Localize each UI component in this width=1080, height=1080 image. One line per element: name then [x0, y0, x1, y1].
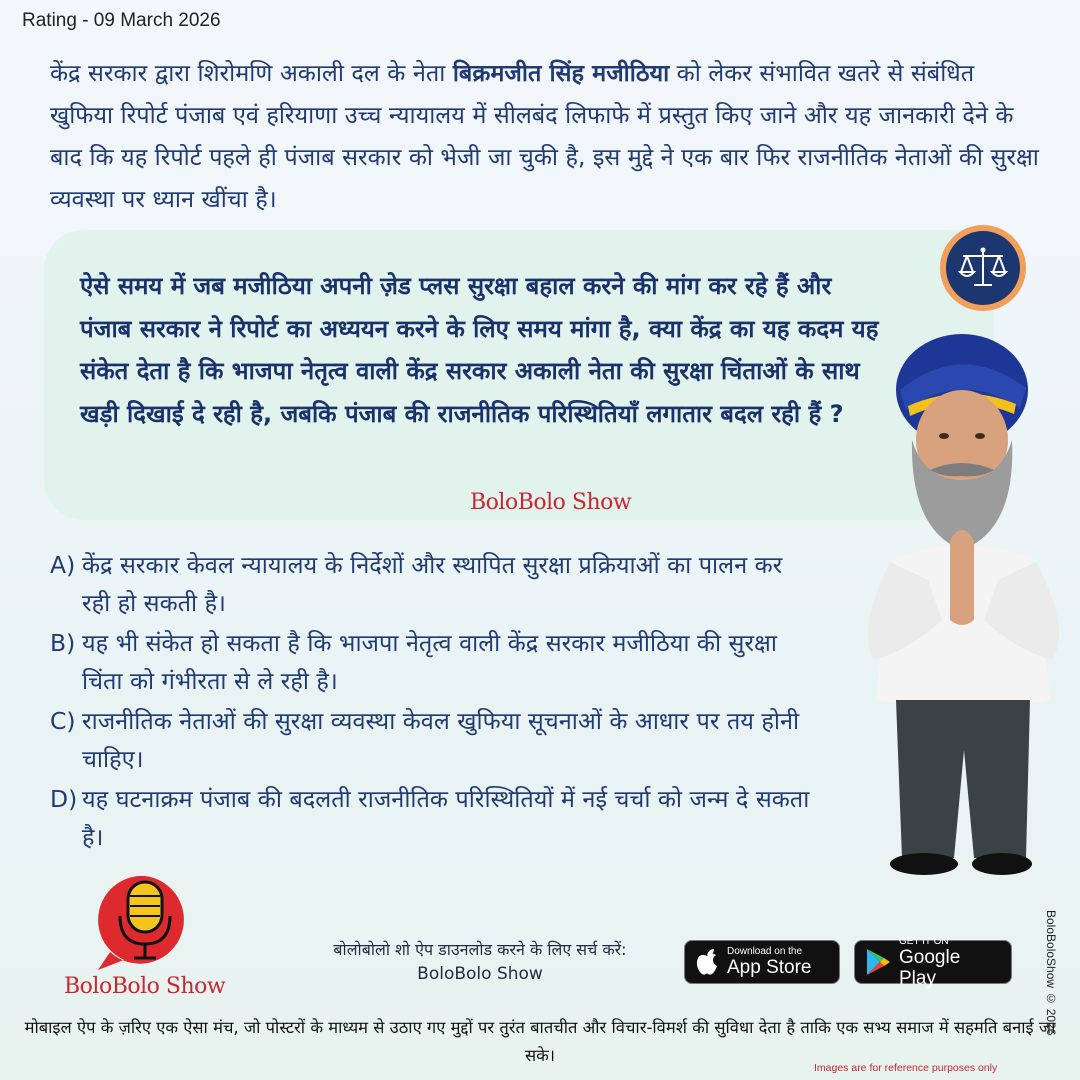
- rating-date: Rating - 09 March 2026: [22, 10, 221, 31]
- app-store-small-label: Download on the: [727, 946, 803, 957]
- option-text: केंद्र सरकार केवल न्यायालय के निर्देशों और स्थापित सुरक्षा प्रक्रियाओं का पालन कर रही हो सकती है।: [82, 551, 783, 617]
- app-store-label: App Store: [727, 957, 812, 978]
- option-c[interactable]: [50, 702, 810, 778]
- microphone-logo-icon: [90, 868, 200, 978]
- intro-text-end: को लेकर संभावित खतरे से संबंधित खुफिया रिपोर्ट पंजाब एवं हरियाणा उच्च न्यायालय में सीलबंद लिफाफे में प्रस्तुत किए जाने और यह जानकारी देने के बाद कि यह रिपोर्ट पहले ही पंजाब सरकार को भेजी जा चुकी है, इस मुद्दे ने एक बार फिर राजनीतिक नेताओं की सुरक्षा व्यवस्था पर ध्यान खींचा है।: [50, 59, 1039, 213]
- google-play-button[interactable]: [854, 935, 1012, 989]
- footer-brand: BoloBolo Show: [64, 974, 226, 999]
- intro-bold-name: बिक्रमजीत सिंह मजीठिया: [452, 59, 670, 87]
- download-prompt: बोलोबोलो शो ऐप डाउनलोड करने के लिए सर्च करें:: [333, 940, 627, 959]
- download-search-term: BoloBolo Show: [417, 964, 543, 984]
- question-text: ऐसे समय में जब मजीठिया अपनी ज़ेड प्लस सुरक्षा बहाल करने की मांग कर रहे हैं और पंजाब सरकार ने रिपोर्ट का अध्ययन करने के लिए समय मांगा है, क्या केंद्र का यह कदम यह संकेत देता है कि भाजपा नेतृत्व वाली केंद्र सरकार अकाली नेता की सुरक्षा चिंताओं के साथ खड़ी दिखाई दे रही है, जबकि पंजाब की राजनीतिक परिस्थितियाँ लगातार बदल रही हैं ?: [80, 272, 879, 428]
- option-text: यह घटनाक्रम पंजाब की बदलती राजनीतिक परिस्थितियों में नई चर्चा को जन्म दे सकता है।: [82, 785, 810, 851]
- copyright-notice: BoloBoloShow © 2026: [1044, 910, 1058, 1036]
- option-letter: D): [50, 785, 78, 813]
- politician-illustration: [850, 330, 1080, 900]
- intro-text-start: केंद्र सरकार द्वारा शिरोमणि अकाली दल के नेता: [50, 59, 453, 87]
- option-letter: A): [50, 551, 76, 579]
- option-text: राजनीतिक नेताओं की सुरक्षा व्यवस्था केवल खुफिया सूचनाओं के आधार पर तय होनी चाहिए।: [82, 707, 800, 773]
- option-d[interactable]: [50, 780, 810, 856]
- apple-icon: [695, 948, 719, 976]
- google-play-small-label: GET IT ON: [899, 935, 949, 947]
- option-text: यह भी संकेत हो सकता है कि भाजपा नेतृत्व वाली केंद्र सरकार मजीठिया की सुरक्षा चिंता को गंभीरता से ले रही है।: [82, 629, 777, 695]
- app-store-button[interactable]: [684, 940, 840, 984]
- answer-options: [50, 546, 810, 858]
- option-b[interactable]: [50, 624, 810, 700]
- scales-of-justice-icon: [940, 225, 1026, 311]
- google-play-label: Google Play: [899, 946, 961, 989]
- option-a[interactable]: [50, 546, 810, 622]
- option-letter: B): [50, 629, 76, 657]
- intro-paragraph: [50, 52, 1040, 220]
- option-letter: C): [50, 707, 76, 735]
- google-play-icon: [865, 948, 891, 976]
- reference-note: Images are for reference purposes only: [814, 1062, 998, 1074]
- card-brand: BoloBolo Show: [470, 490, 632, 515]
- footer-description: मोबाइल ऐप के ज़रिए एक ऐसा मंच, जो पोस्टरों के माध्यम से उठाए गए मुद्दों पर तुरंत बातचीत और विचार-विमर्श की सुविधा देता है ताकि एक सभ्य समाज में सहमति बनाई जा सके।: [24, 1018, 1056, 1065]
